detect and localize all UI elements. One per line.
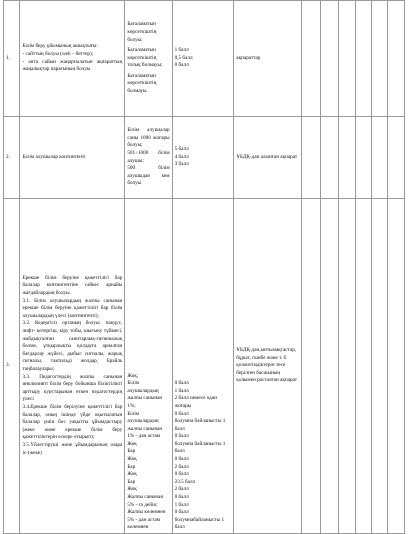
measure-line: Жоқ <box>127 471 137 478</box>
score-line: 1 балл <box>174 387 189 394</box>
indicator-line: 3.4.Ерекше білім берілуіне қажеттілігі бар балалар, оның ішінде үйде оқытылатын балалар үшін бос уақытты ұйымдастыру (жеке және ерекше білім беру қажеттіліктерін ескере отырып); <box>22 403 123 441</box>
table-row <box>4 1 405 117</box>
measure-line: Жалпы көлемнен 5% - дан астам көлемнен <box>127 509 166 531</box>
measure-cell <box>125 1 172 117</box>
indicator-line: 3.3. Педагогтердің жалпы санынан инклюзивті білім беру бойынша біліктілікті арттыру курстарынан өткен педагогтердің үлесі <box>22 373 123 403</box>
score-line: 0 балл <box>174 380 189 387</box>
assessment-table <box>3 0 405 534</box>
measure-line: 500 білім алушыдан кем болуы <box>127 165 170 187</box>
score-cell <box>172 1 234 117</box>
indicator-line: 3.1. Білім алушылардың жалпы санынан ерекше білім беруіне қажеттілігі бар білім алушылардың үлесі (контингенті); <box>22 297 123 319</box>
indicator-line: - сайттың болуы (web – беттер); <box>22 50 94 57</box>
row-number: 3. <box>4 199 20 534</box>
score-line: 0,5 балл <box>174 54 193 61</box>
score-line: 2 балл немесе одан жоғары <box>174 395 217 409</box>
table-row <box>4 199 405 534</box>
score-line: 0 балл <box>174 433 189 440</box>
measure-line: Білім алушылардың жалпы санынан 1% - дан астам <box>127 410 163 440</box>
measure-line: Бағаламатын көрсеткіштің болуы; <box>127 21 157 43</box>
score-line: 0 балл <box>174 62 189 69</box>
measure-line: Жоқ <box>127 440 137 447</box>
indicator-line: Білім алушылар контингенті <box>22 153 86 160</box>
indicator-line: Білім беру ұйымының ашықтығы: <box>22 43 98 50</box>
source-cell: ҰБДҚ-дан алынған ақпарат <box>234 117 302 199</box>
score-line: 1 балл <box>174 47 189 54</box>
score-line: болумна байланысты 1 балл <box>174 418 226 432</box>
score-cell <box>172 199 234 534</box>
score-line: 2 балл <box>174 463 189 470</box>
score-cell <box>172 117 234 199</box>
score-line: 3 балл <box>174 161 189 168</box>
score-line: 1 балл <box>174 501 189 508</box>
indicator-line: 3.5.Үйлестіруші және ұйымдарының озара іс-(жеке) <box>22 441 123 456</box>
indicator-line: 3.2. Кедергісіз ортаның болуы: пандус, лифт- көтергіш, кіру тобы, шығыну түймесі, жабдықталған санитарлық-гигиеналық бөлме, ұтқырлықты қолдауға арналған бағдарлау жүйесі, дыбыс сигналы, жарық сигналы, тактильді жолдар, Брайль таңбалаулары; <box>22 320 123 372</box>
score-line: 0 балл <box>174 471 189 478</box>
measure-line: Жоқ <box>127 456 137 463</box>
measure-line: Бар <box>127 448 136 455</box>
row-number: 1. <box>4 1 20 117</box>
score-line: 0 балл <box>174 410 189 417</box>
indicator-line: - апта сайын жаңартылатын ақпараттың жаңалықтар парағының болуы <box>22 58 123 73</box>
measure-line: Жалпы санынан 5% - ға дейін; <box>127 494 164 508</box>
measure-cell <box>125 199 172 534</box>
measure-line: Бағаламатын көрсеткіштің толық болмауы; <box>127 47 163 69</box>
row-number: 2. <box>4 117 20 199</box>
table-row <box>4 117 405 199</box>
indicator-line: Ерекше білім беруіне қажеттілігі бар балалар контингентіне сәйкес арнайы жағдайлардың болуы. <box>22 274 123 297</box>
score-line: 23.5 балл <box>174 478 196 485</box>
measure-line: Білім алушылар саны 1000 жоғары болуы; <box>127 127 170 149</box>
score-line: 5 балл <box>174 146 189 153</box>
score-line: болумнабайланысты 1 балл <box>174 516 225 531</box>
source-cell: ҰБДҚ-дан,ынтымақтастар, бұрыт, сынбе және т. б. қолжетімдіктерін тесе берілген басшының қолымен расталған ақпарат <box>234 199 302 534</box>
source-cell: ақпараттар <box>234 1 302 117</box>
score-line: 2 балл <box>174 486 189 493</box>
measure-line: Бағаламатын көрсеткіштің болмауы. <box>127 72 157 95</box>
score-line: 0 балл <box>174 456 189 463</box>
score-line: 0 балл <box>174 509 189 516</box>
indicator-cell <box>20 199 125 534</box>
indicator-cell <box>20 117 125 199</box>
measure-line: Бар <box>127 478 136 485</box>
measure-line: Білім алушылардың жалпы санынан 1%; <box>127 380 163 409</box>
measure-line: Жоқ; <box>127 372 139 379</box>
score-line: 0 балл <box>174 494 189 501</box>
indicator-cell <box>20 1 125 117</box>
measure-line: 501÷1000 білім алушы; <box>127 149 170 164</box>
score-line: болумна байланысты 1 балл <box>174 440 226 455</box>
score-line: 4 балл <box>174 153 189 160</box>
measure-cell <box>125 117 172 199</box>
measure-line: Жоқ <box>127 486 137 493</box>
measure-line: Бар <box>127 463 136 470</box>
